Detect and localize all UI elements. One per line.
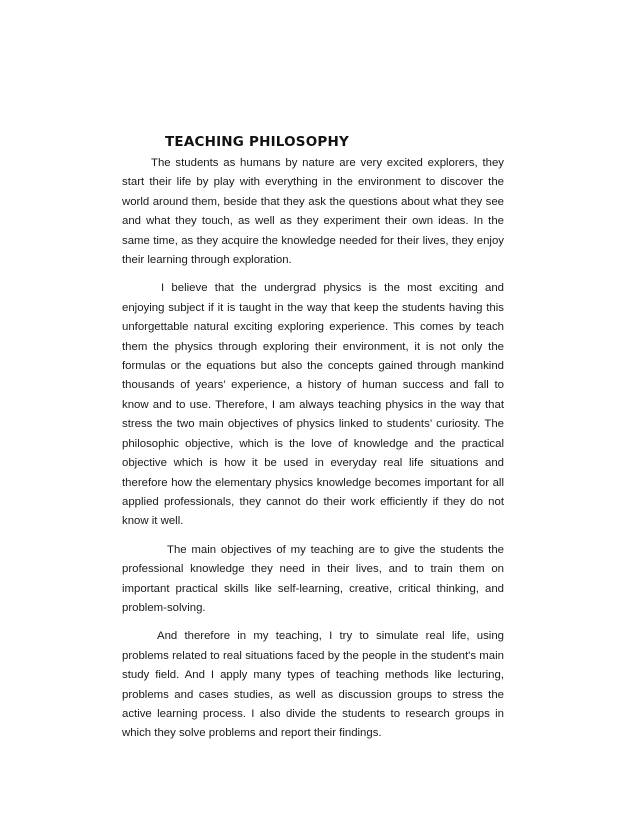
paragraph-3: The main objectives of my teaching are to give the students the professional knowledge they need in their lives, and to train them on important practical skills like self-learning, creative, critical thinking, and problem-solving.: [122, 543, 504, 614]
document-body: [122, 154, 504, 753]
document-title: TEACHING PHILOSOPHY: [165, 134, 349, 150]
paragraph-2: I believe that the undergrad physics is the most exciting and enjoying subject if it is taught in the way that keep the students having this unforgettable natural exciting exploring experience. This comes by teach them the physics through exploring their environment, it is not only the formulas or the equations but also the concepts gained through mankind thousands of years’ experience, a history of human success and fall to know and to use. Therefore, I am always teaching physics in the way that stress the two main objectives of physics linked to students’ curiosity. The philosophic objective, which is the love of knowledge and the practical objective which is how it be used in everyday real life situations and therefore how the elementary physics knowledge becomes important for all applied professionals, they cannot do their work efficiently if they do not know it well.: [122, 282, 504, 528]
paragraph-1: The students as humans by nature are very excited explorers, they start their life by play with everything in the environment to discover the world around them, beside that they ask the questions about what they see and what they touch, as well as they experiment their own ideas. In the same time, as they acquire the knowledge needed for their lives, they enjoy their learning through exploration.: [122, 157, 504, 267]
paragraph-4: And therefore in my teaching, I try to simulate real life, using problems related to real situations faced by the people in the student's main study field. And I apply many types of teaching methods like lecturing, problems and cases studies, as well as discussion groups to stress the active learning process. I also divide the students to research groups in which they solve problems and report their findings.: [122, 630, 504, 740]
